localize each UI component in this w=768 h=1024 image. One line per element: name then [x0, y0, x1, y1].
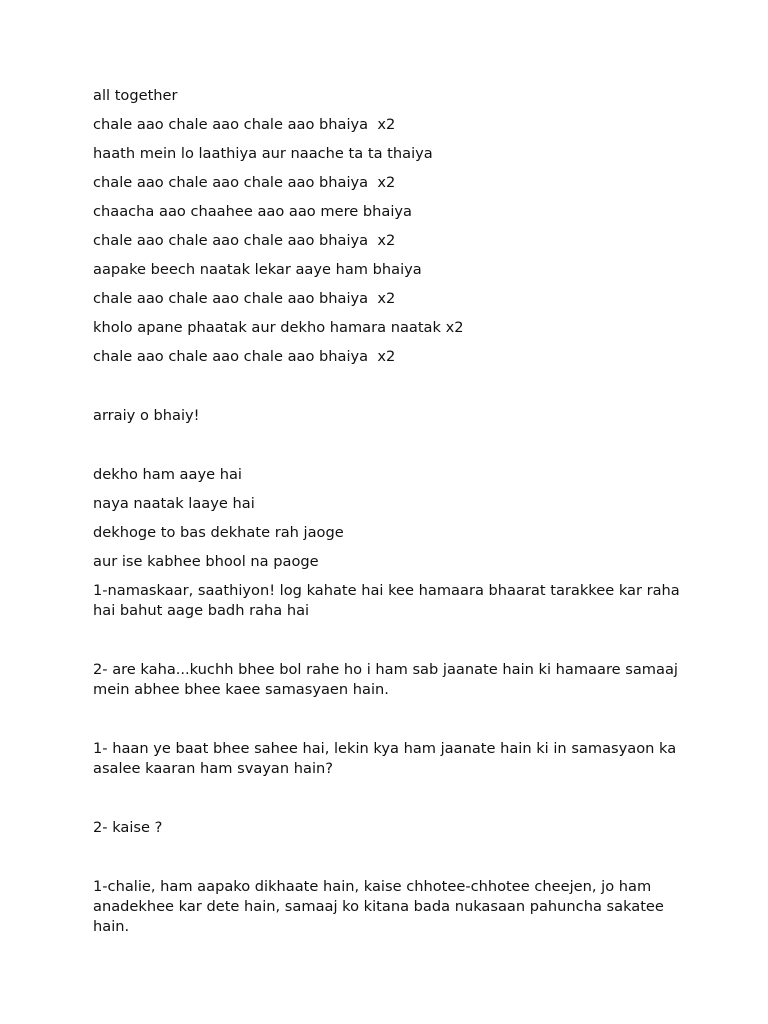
text-line: dekho ham aaye hai: [93, 466, 242, 483]
text-line: arraiy o bhaiy!: [93, 407, 200, 424]
text-line: chale aao chale aao chale aao bhaiya x2: [93, 116, 396, 133]
text-line: aapake beech naatak lekar aaye ham bhaiya: [93, 261, 422, 278]
text-line: haath mein lo laathiya aur naache ta ta thaiya: [93, 145, 433, 162]
text-paragraph: 1-namaskaar, saathiyon! log kahate hai kee hamaara bhaarat tarakkee kar raha hai bahut aage badh raha hai: [93, 582, 685, 619]
document-page: [93, 86, 683, 937]
text-line: all together: [93, 87, 178, 104]
text-paragraph: 1-chalie, ham aapako dikhaate hain, kaise chhotee-chhotee cheejen, jo ham anadekhee kar dete hain, samaaj ko kitana bada nukasaan pahuncha sakatee hain.: [93, 878, 669, 935]
text-line: naya naatak laaye hai: [93, 495, 255, 512]
text-line: dekhoge to bas dekhate rah jaoge: [93, 524, 344, 541]
text-line: chale aao chale aao chale aao bhaiya x2: [93, 290, 396, 307]
text-line: chale aao chale aao chale aao bhaiya x2: [93, 348, 396, 365]
text-line: chale aao chale aao chale aao bhaiya x2: [93, 174, 396, 191]
text-paragraph: 2- are kaha...kuchh bhee bol rahe ho i ham sab jaanate hain ki hamaare samaaj mein abhee bhee kaee samasyaen hain.: [93, 661, 683, 698]
text-line: kholo apane phaatak aur dekho hamara naatak x2: [93, 319, 464, 336]
text-line: chale aao chale aao chale aao bhaiya x2: [93, 232, 396, 249]
text-paragraph: 1- haan ye baat bhee sahee hai, lekin kya ham jaanate hain ki in samasyaon ka asalee kaaran ham svayan hain?: [93, 740, 681, 777]
text-line: aur ise kabhee bhool na paoge: [93, 553, 319, 570]
text-paragraph: 2- kaise ?: [93, 819, 163, 836]
text-line: chaacha aao chaahee aao aao mere bhaiya: [93, 203, 412, 220]
